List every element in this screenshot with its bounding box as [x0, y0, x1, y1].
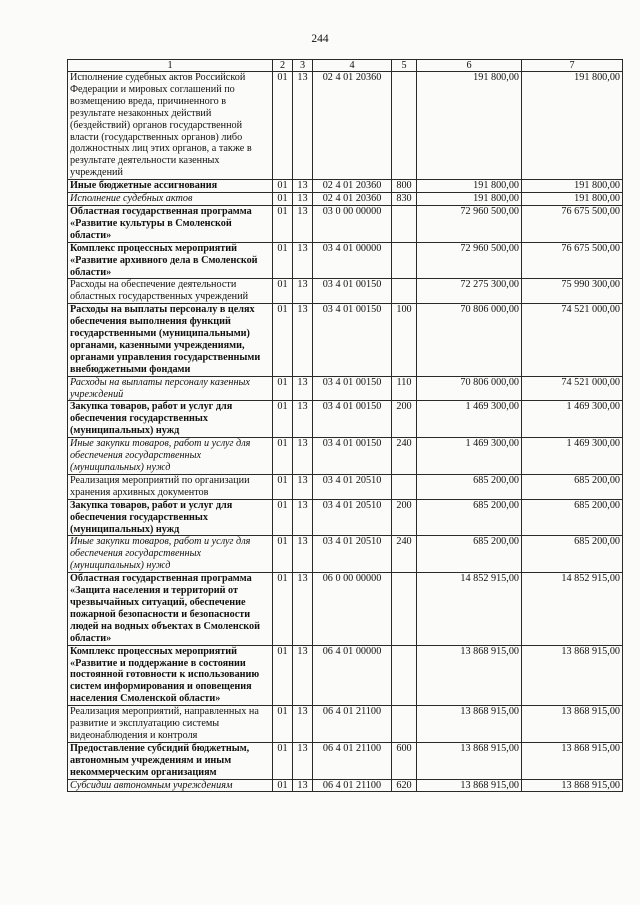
amount-year1-cell: 191 800,00	[417, 180, 522, 193]
target-article-cell: 03 4 01 20510	[313, 499, 392, 536]
amount-year2-cell: 1 469 300,00	[522, 401, 623, 438]
target-article-cell: 03 4 01 20510	[313, 474, 392, 499]
target-article-cell: 06 4 01 21100	[313, 779, 392, 792]
row-name-cell: Закупка товаров, работ и услуг для обеспечения государственных (муниципальных) нужд	[68, 499, 273, 536]
amount-year2-cell: 74 521 000,00	[522, 304, 623, 376]
row-name-cell: Расходы на выплаты персоналу казенных учреждений	[68, 376, 273, 401]
section-code-cell: 01	[273, 499, 293, 536]
amount-year1-cell: 72 960 500,00	[417, 205, 522, 242]
subsection-code-cell: 13	[293, 499, 313, 536]
amount-year2-cell: 13 868 915,00	[522, 706, 623, 743]
section-code-cell: 01	[273, 474, 293, 499]
table-row	[68, 193, 623, 206]
table-row	[68, 279, 623, 304]
row-name-cell: Областная государственная программа «Развитие культуры в Смоленской области»	[68, 205, 273, 242]
expense-type-cell	[392, 474, 417, 499]
amount-year1-cell: 13 868 915,00	[417, 779, 522, 792]
target-article-cell: 03 0 00 00000	[313, 205, 392, 242]
subsection-code-cell: 13	[293, 304, 313, 376]
subsection-code-cell: 13	[293, 474, 313, 499]
amount-year2-cell: 191 800,00	[522, 72, 623, 180]
section-code-cell: 01	[273, 573, 293, 645]
target-article-cell: 06 4 01 00000	[313, 645, 392, 706]
header-row	[68, 60, 623, 72]
row-name-cell: Закупка товаров, работ и услуг для обеспечения государственных (муниципальных) нужд	[68, 401, 273, 438]
row-name-cell: Комплекс процессных мероприятий «Развитие и поддержание в состоянии постоянной готовности к использованию систем информирования и оповещения населения Смоленской области»	[68, 645, 273, 706]
amount-year2-cell: 75 990 300,00	[522, 279, 623, 304]
amount-year2-cell: 13 868 915,00	[522, 742, 623, 779]
subsection-code-cell: 13	[293, 742, 313, 779]
section-code-cell: 01	[273, 72, 293, 180]
header-cell: 7	[522, 60, 623, 72]
expense-type-cell: 100	[392, 304, 417, 376]
amount-year1-cell: 191 800,00	[417, 72, 522, 180]
expense-type-cell	[392, 242, 417, 279]
row-name-cell: Иные закупки товаров, работ и услуг для обеспечения государственных (муниципальных) нужд	[68, 536, 273, 573]
amount-year1-cell: 685 200,00	[417, 474, 522, 499]
expense-type-cell	[392, 205, 417, 242]
table-row	[68, 536, 623, 573]
amount-year2-cell: 14 852 915,00	[522, 573, 623, 645]
subsection-code-cell: 13	[293, 180, 313, 193]
table-row	[68, 180, 623, 193]
target-article-cell: 02 4 01 20360	[313, 180, 392, 193]
section-code-cell: 01	[273, 242, 293, 279]
section-code-cell: 01	[273, 742, 293, 779]
amount-year1-cell: 72 960 500,00	[417, 242, 522, 279]
row-name-cell: Исполнение судебных актов	[68, 193, 273, 206]
amount-year1-cell: 14 852 915,00	[417, 573, 522, 645]
amount-year2-cell: 13 868 915,00	[522, 645, 623, 706]
header-cell: 5	[392, 60, 417, 72]
target-article-cell: 03 4 01 00150	[313, 438, 392, 475]
table-row	[68, 401, 623, 438]
amount-year1-cell: 191 800,00	[417, 193, 522, 206]
target-article-cell: 03 4 01 20510	[313, 536, 392, 573]
table-row	[68, 499, 623, 536]
target-article-cell: 06 4 01 21100	[313, 742, 392, 779]
amount-year2-cell: 191 800,00	[522, 193, 623, 206]
row-name-cell: Комплекс процессных мероприятий «Развитие архивного дела в Смоленской области»	[68, 242, 273, 279]
row-name-cell: Областная государственная программа «Защита населения и территорий от чрезвычайных ситуаций, обеспечение пожарной безопасности и безопасности людей на водных объектах в Смоленской области»	[68, 573, 273, 645]
row-name-cell: Предоставление субсидий бюджетным, автономным учреждениям и иным некоммерческим организациям	[68, 742, 273, 779]
amount-year1-cell: 13 868 915,00	[417, 742, 522, 779]
amount-year2-cell: 1 469 300,00	[522, 438, 623, 475]
table-row	[68, 742, 623, 779]
row-name-cell: Реализация мероприятий по организации хранения архивных документов	[68, 474, 273, 499]
table-row	[68, 376, 623, 401]
expense-type-cell	[392, 706, 417, 743]
expense-type-cell: 240	[392, 438, 417, 475]
row-name-cell: Расходы на выплаты персоналу в целях обеспечения выполнения функций государственными (муниципальными) органами, казенными учреждениями, органами управления государственными внебюджетными фондами	[68, 304, 273, 376]
amount-year1-cell: 685 200,00	[417, 536, 522, 573]
expense-type-cell	[392, 573, 417, 645]
row-name-cell: Иные бюджетные ассигнования	[68, 180, 273, 193]
expense-type-cell	[392, 645, 417, 706]
amount-year2-cell: 685 200,00	[522, 474, 623, 499]
section-code-cell: 01	[273, 279, 293, 304]
amount-year1-cell: 685 200,00	[417, 499, 522, 536]
target-article-cell: 03 4 01 00150	[313, 401, 392, 438]
subsection-code-cell: 13	[293, 401, 313, 438]
expense-type-cell: 240	[392, 536, 417, 573]
section-code-cell: 01	[273, 193, 293, 206]
subsection-code-cell: 13	[293, 438, 313, 475]
subsection-code-cell: 13	[293, 536, 313, 573]
table-row	[68, 72, 623, 180]
section-code-cell: 01	[273, 779, 293, 792]
expense-type-cell	[392, 72, 417, 180]
expense-type-cell: 800	[392, 180, 417, 193]
target-article-cell: 06 4 01 21100	[313, 706, 392, 743]
table-row	[68, 706, 623, 743]
amount-year2-cell: 685 200,00	[522, 499, 623, 536]
section-code-cell: 01	[273, 706, 293, 743]
expense-type-cell: 620	[392, 779, 417, 792]
expense-type-cell: 600	[392, 742, 417, 779]
table-row	[68, 474, 623, 499]
row-name-cell: Исполнение судебных актов Российской Федерации и мировых соглашений по возмещению вреда, причиненного в результате незаконных действий (бездействий) органов государственной власти (государственных органов) либо должностных лиц этих органов, а также в результате деятельности казенных учреждений	[68, 72, 273, 180]
amount-year2-cell: 685 200,00	[522, 536, 623, 573]
subsection-code-cell: 13	[293, 279, 313, 304]
amount-year2-cell: 76 675 500,00	[522, 205, 623, 242]
expense-type-cell: 830	[392, 193, 417, 206]
expense-type-cell: 110	[392, 376, 417, 401]
table-body	[68, 72, 623, 792]
subsection-code-cell: 13	[293, 706, 313, 743]
amount-year2-cell: 74 521 000,00	[522, 376, 623, 401]
table-row	[68, 645, 623, 706]
target-article-cell: 03 4 01 00150	[313, 304, 392, 376]
section-code-cell: 01	[273, 205, 293, 242]
subsection-code-cell: 13	[293, 645, 313, 706]
expense-type-cell	[392, 279, 417, 304]
page-number: 244	[311, 33, 329, 45]
subsection-code-cell: 13	[293, 242, 313, 279]
header-cell: 4	[313, 60, 392, 72]
target-article-cell: 02 4 01 20360	[313, 72, 392, 180]
subsection-code-cell: 13	[293, 779, 313, 792]
amount-year1-cell: 13 868 915,00	[417, 706, 522, 743]
amount-year2-cell: 76 675 500,00	[522, 242, 623, 279]
row-name-cell: Реализация мероприятий, направленных на развитие и эксплуатацию системы видеонаблюдения и контроля	[68, 706, 273, 743]
target-article-cell: 03 4 01 00000	[313, 242, 392, 279]
table-row	[68, 304, 623, 376]
amount-year1-cell: 72 275 300,00	[417, 279, 522, 304]
table-row	[68, 573, 623, 645]
section-code-cell: 01	[273, 536, 293, 573]
budget-table	[67, 59, 623, 792]
section-code-cell: 01	[273, 304, 293, 376]
row-name-cell: Расходы на обеспечение деятельности областных государственных учреждений	[68, 279, 273, 304]
table-row	[68, 438, 623, 475]
table-row	[68, 205, 623, 242]
target-article-cell: 06 0 00 00000	[313, 573, 392, 645]
amount-year1-cell: 70 806 000,00	[417, 376, 522, 401]
table-row	[68, 242, 623, 279]
header-cell: 6	[417, 60, 522, 72]
amount-year2-cell: 191 800,00	[522, 180, 623, 193]
target-article-cell: 03 4 01 00150	[313, 279, 392, 304]
amount-year2-cell: 13 868 915,00	[522, 779, 623, 792]
table-row	[68, 779, 623, 792]
amount-year1-cell: 13 868 915,00	[417, 645, 522, 706]
header-cell: 3	[293, 60, 313, 72]
target-article-cell: 03 4 01 00150	[313, 376, 392, 401]
target-article-cell: 02 4 01 20360	[313, 193, 392, 206]
section-code-cell: 01	[273, 645, 293, 706]
header-cell: 2	[273, 60, 293, 72]
row-name-cell: Иные закупки товаров, работ и услуг для обеспечения государственных (муниципальных) нужд	[68, 438, 273, 475]
expense-type-cell: 200	[392, 499, 417, 536]
subsection-code-cell: 13	[293, 205, 313, 242]
section-code-cell: 01	[273, 376, 293, 401]
subsection-code-cell: 13	[293, 193, 313, 206]
expense-type-cell: 200	[392, 401, 417, 438]
section-code-cell: 01	[273, 180, 293, 193]
subsection-code-cell: 13	[293, 376, 313, 401]
row-name-cell: Субсидии автономным учреждениям	[68, 779, 273, 792]
subsection-code-cell: 13	[293, 573, 313, 645]
amount-year1-cell: 1 469 300,00	[417, 401, 522, 438]
header-cell: 1	[68, 60, 273, 72]
amount-year1-cell: 1 469 300,00	[417, 438, 522, 475]
subsection-code-cell: 13	[293, 72, 313, 180]
section-code-cell: 01	[273, 401, 293, 438]
section-code-cell: 01	[273, 438, 293, 475]
amount-year1-cell: 70 806 000,00	[417, 304, 522, 376]
